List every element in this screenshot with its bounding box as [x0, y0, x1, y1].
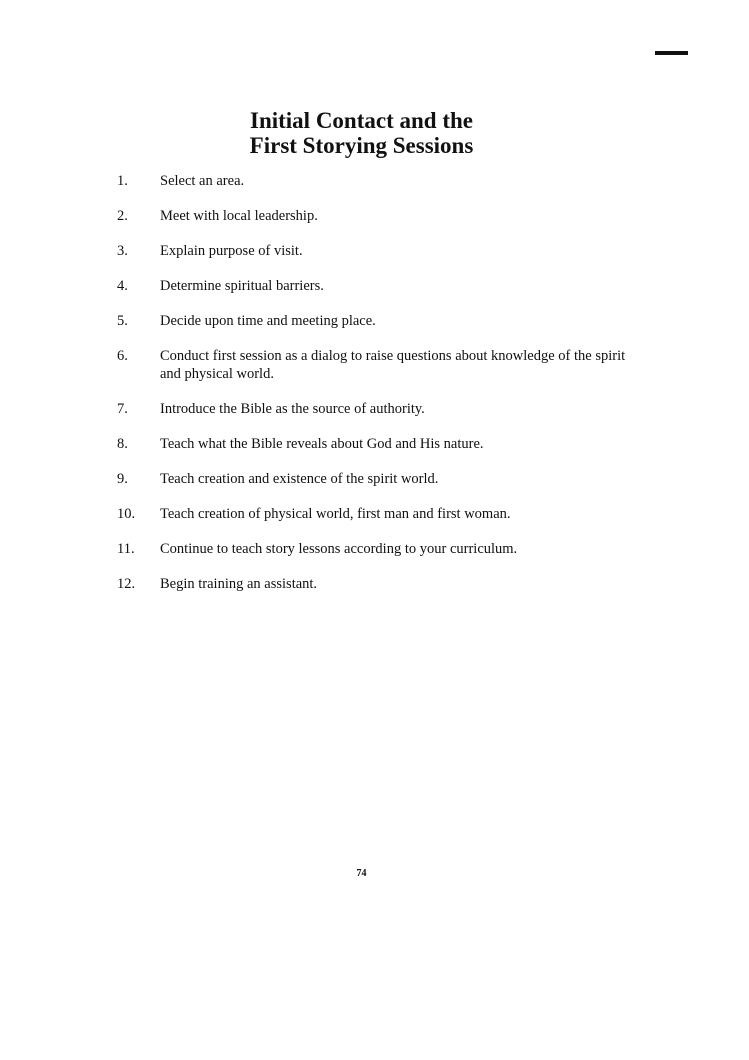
- item-number: 6.: [117, 348, 128, 364]
- item-number: 4.: [117, 278, 128, 294]
- title-line-2: First Storying Sessions: [249, 133, 474, 158]
- list-item: [117, 435, 637, 453]
- margin-tab-mark: [655, 51, 688, 55]
- item-text: Introduce the Bible as the source of authority.: [160, 401, 425, 417]
- item-text: Continue to teach story lessons according to your curriculum.: [160, 541, 518, 557]
- item-text: Select an area.: [160, 173, 245, 189]
- item-text: Meet with local leadership.: [160, 208, 318, 224]
- item-number: 7.: [117, 401, 128, 417]
- list-item: [117, 172, 637, 190]
- item-number: 10.: [117, 506, 136, 522]
- item-number: 12.: [117, 576, 136, 592]
- item-text: Conduct first session as a dialog to raise questions about knowledge of the spirit and physical world.: [160, 348, 626, 382]
- list-item: [117, 207, 637, 225]
- title-line-1: Initial Contact and the: [250, 108, 473, 133]
- list-item: [117, 470, 637, 488]
- item-number: 1.: [117, 173, 128, 189]
- item-number: 9.: [117, 471, 128, 487]
- page-title: [0, 108, 723, 158]
- page-number: 74: [356, 868, 367, 879]
- list-item: [117, 505, 637, 523]
- item-text: Teach creation of physical world, first man and first woman.: [160, 506, 511, 522]
- item-number: 8.: [117, 436, 128, 452]
- list-item: [117, 242, 637, 260]
- list-item: [117, 347, 637, 383]
- item-text: Begin training an assistant.: [160, 576, 318, 592]
- item-number: 5.: [117, 313, 128, 329]
- list-item: [117, 540, 637, 558]
- item-text: Explain purpose of visit.: [160, 243, 303, 259]
- item-number: 3.: [117, 243, 128, 259]
- list-item: [117, 312, 637, 330]
- item-text: Determine spiritual barriers.: [160, 278, 324, 294]
- item-number: 2.: [117, 208, 128, 224]
- steps-list: [117, 172, 637, 610]
- list-item: [117, 277, 637, 295]
- item-number: 11.: [117, 541, 135, 557]
- item-text: Decide upon time and meeting place.: [160, 313, 376, 329]
- list-item: [117, 575, 637, 593]
- item-text: Teach what the Bible reveals about God and His nature.: [160, 436, 484, 452]
- list-item: [117, 400, 637, 418]
- item-text: Teach creation and existence of the spirit world.: [160, 471, 439, 487]
